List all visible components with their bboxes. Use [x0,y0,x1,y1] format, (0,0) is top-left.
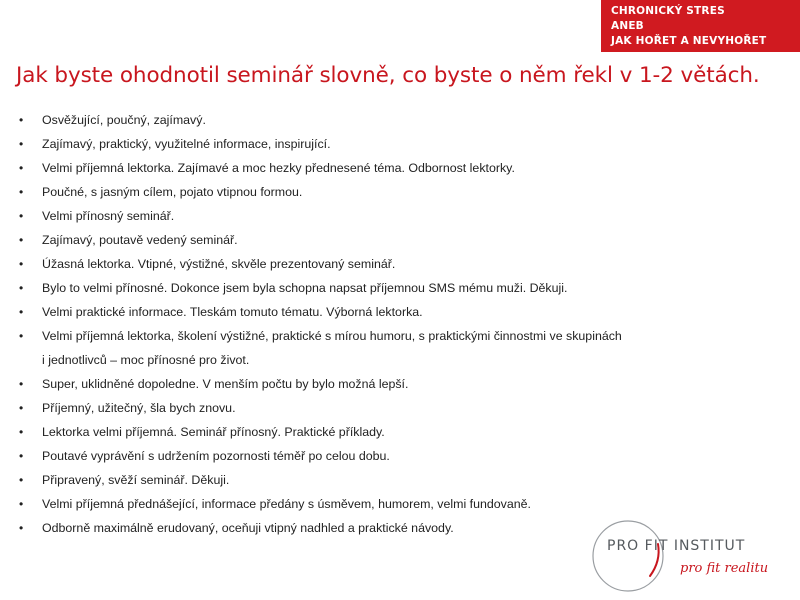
list-item [19,276,759,300]
bullet-icon: • [19,497,24,511]
bullet-icon: • [19,137,24,151]
feedback-text: Super, uklidněné dopoledne. V menším počtu by bylo možná lepší. [42,377,409,391]
bullet-icon: • [19,305,24,319]
feedback-text: Připravený, svěží seminář. Děkuji. [42,473,230,487]
list-item [19,108,759,132]
bullet-icon: • [19,113,24,127]
feedback-text: Velmi praktické informace. Tleskám tomuto tématu. Výborná lektorka. [42,305,423,319]
bullet-icon: • [19,449,24,463]
banner-line-1: CHRONICKÝ STRES [611,5,725,17]
list-item [19,492,759,516]
bullet-icon: • [19,209,24,223]
list-item-continuation [19,348,759,372]
list-item [19,228,759,252]
bullet-icon: • [19,425,24,439]
logo-circle-icon [588,516,668,596]
banner-line-3: JAK HOŘET A NEVYHOŘET [611,35,767,47]
banner-line-2: ANEB [611,20,644,32]
feedback-text: Velmi příjemná přednášející, informace předány s úsměvem, humorem, velmi fundovaně. [42,497,531,511]
bullet-icon: • [19,185,24,199]
bullet-icon: • [19,329,24,343]
feedback-text: Lektorka velmi příjemná. Seminář přínosný. Praktické příklady. [42,425,385,439]
list-item [19,420,759,444]
pro-fit-institut-logo [588,516,788,596]
feedback-text: Velmi příjemná lektorka, školení výstižné, praktické s mírou humoru, s praktickými činnostmi ve skupinách [42,329,622,343]
feedback-text: Velmi příjemná lektorka. Zajímavé a moc hezky přednesené téma. Odbornost lektorky. [42,161,515,175]
logo-text: PRO FIT INSTITUT [607,538,746,554]
feedback-text: Osvěžující, poučný, zajímavý. [42,113,206,127]
feedback-text: Bylo to velmi přínosné. Dokonce jsem byla schopna napsat příjemnou SMS mému muži. Děkuji. [42,281,568,295]
feedback-text: Odborně maximálně erudovaný, oceňuji vtipný nadhled a praktické návody. [42,521,454,535]
bullet-icon: • [19,401,24,415]
feedback-text: Úžasná lektorka. Vtipné, výstižné, skvěle prezentovaný seminář. [42,257,396,271]
bullet-icon: • [19,473,24,487]
feedback-text: Zajímavý, praktický, využitelné informace, inspirující. [42,137,331,151]
logo-tagline: pro fit realitu [680,561,769,576]
list-item [19,468,759,492]
list-item [19,252,759,276]
bullet-icon: • [19,161,24,175]
bullet-icon: • [19,377,24,391]
list-item [19,180,759,204]
course-banner [601,0,800,52]
list-item [19,156,759,180]
feedback-text: Zajímavý, poutavě vedený seminář. [42,233,238,247]
feedback-list [19,108,759,540]
list-item [19,204,759,228]
bullet-icon: • [19,257,24,271]
feedback-text: Příjemný, užitečný, šla bych znovu. [42,401,236,415]
feedback-text: i jednotlivců – moc přínosné pro život. [42,353,250,367]
list-item [19,324,759,348]
list-item [19,300,759,324]
list-item [19,444,759,468]
bullet-icon: • [19,281,24,295]
feedback-text: Poučné, s jasným cílem, pojato vtipnou formou. [42,185,303,199]
list-item [19,396,759,420]
bullet-icon: • [19,521,24,535]
list-item [19,132,759,156]
feedback-text: Velmi přínosný seminář. [42,209,175,223]
feedback-text: Poutavé vyprávění s udržením pozornosti téměř po celou dobu. [42,449,390,463]
slide-title: Jak byste ohodnotil seminář slovně, co byste o něm řekl v 1-2 větách. [16,63,760,88]
list-item [19,372,759,396]
bullet-icon: • [19,233,24,247]
